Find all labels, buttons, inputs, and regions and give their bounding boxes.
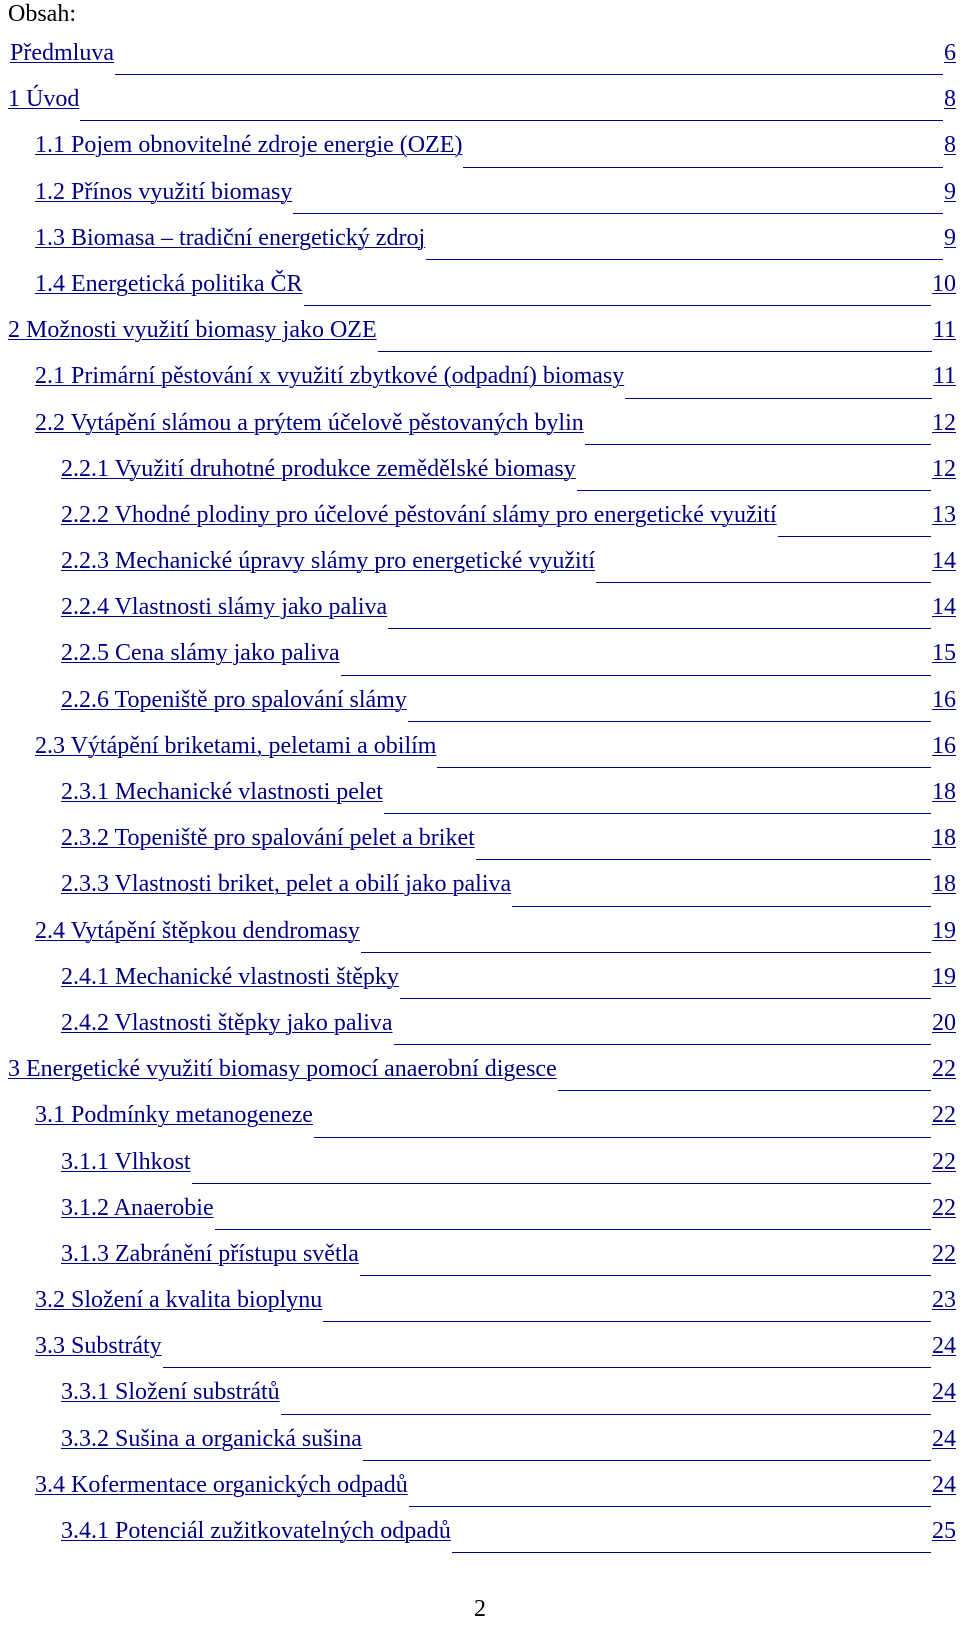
- toc-entry-page: 8: [944, 86, 956, 113]
- toc-entry-title: 2.1 Primární pěstování x využití zbytkové (odpadní) biomasy: [35, 363, 625, 390]
- toc-entry-title: 2.3 Výtápění briketami, peletami a obilím: [35, 732, 437, 759]
- toc-entry-title: 3.4 Kofermentace organických odpadů: [35, 1471, 408, 1498]
- toc-dot-leader: [394, 1043, 931, 1045]
- toc-entry-title: 1.3 Biomasa – tradiční energetický zdroj: [35, 224, 426, 251]
- toc-entry-page: 22: [932, 1194, 956, 1221]
- toc-dot-leader: [163, 1366, 931, 1368]
- toc-entry-title: 3.3 Substráty: [35, 1333, 162, 1360]
- toc-entry[interactable]: [0, 1378, 960, 1424]
- toc-entry-title: 3 Energetické využití biomasy pomocí anaerobní digesce: [8, 1056, 557, 1083]
- toc-entry-title: 2.2 Vytápění slámou a prýtem účelově pěstovaných bylin: [35, 409, 584, 436]
- toc-entry-title: 3.1.3 Zabránění přístupu světla: [61, 1240, 359, 1267]
- toc-entry-page: 24: [932, 1425, 956, 1452]
- toc-entry-page: 18: [932, 871, 956, 898]
- toc-entry-title: 2.4.1 Mechanické vlastnosti štěpky: [61, 963, 399, 990]
- toc-entry-page: 9: [944, 178, 956, 205]
- toc-entry-title: 3.4.1 Potenciál zužitkovatelných odpadů: [61, 1518, 451, 1544]
- toc-entry-title: 2.2.1 Využití druhotné produkce zemědělské biomasy: [61, 455, 576, 482]
- toc-entry-page: 24: [932, 1379, 956, 1406]
- table-of-contents: [0, 39, 960, 1563]
- toc-entry-title: 3.1.2 Anaerobie: [61, 1194, 214, 1221]
- toc-dot-leader: [426, 258, 943, 260]
- toc-entry-page: 15: [932, 640, 956, 667]
- toc-dot-leader: [625, 397, 932, 399]
- toc-entry-title: 1 Úvod: [8, 86, 80, 113]
- toc-entry-page: 8: [944, 132, 956, 159]
- toc-entry-page: 22: [932, 1148, 956, 1175]
- toc-entry[interactable]: [0, 316, 960, 362]
- toc-entry[interactable]: [0, 1517, 960, 1563]
- toc-dot-leader: [323, 1320, 931, 1322]
- toc-dot-leader: [384, 812, 931, 814]
- toc-entry-page: 12: [932, 455, 956, 482]
- toc-dot-leader: [80, 119, 943, 121]
- toc-entry-page: 18: [932, 825, 956, 852]
- toc-entry[interactable]: [0, 85, 960, 131]
- toc-entry-title: 2.3.3 Vlastnosti briket, pelet a obilí jako paliva: [61, 871, 512, 898]
- toc-entry-page: 18: [932, 779, 956, 805]
- toc-dot-leader: [437, 766, 931, 768]
- toc-entry[interactable]: [0, 1194, 960, 1240]
- toc-dot-leader: [215, 1228, 931, 1230]
- toc-entry[interactable]: [0, 1471, 960, 1517]
- toc-entry-title: 1.4 Energetická politika ČR: [35, 270, 303, 297]
- toc-dot-leader: [476, 858, 931, 860]
- toc-dot-leader: [192, 1182, 931, 1184]
- toc-entry[interactable]: [0, 1148, 960, 1194]
- toc-entry-page: 24: [932, 1471, 956, 1498]
- toc-dot-leader: [452, 1551, 931, 1553]
- toc-entry[interactable]: [0, 131, 960, 177]
- toc-entry-page: 14: [932, 594, 956, 621]
- toc-dot-leader: [388, 627, 931, 629]
- toc-entry-title: 1.2 Přínos využití biomasy: [35, 178, 293, 205]
- toc-dot-leader: [558, 1089, 931, 1091]
- toc-entry[interactable]: [0, 732, 960, 778]
- toc-entry[interactable]: [0, 455, 960, 501]
- toc-entry-page: 22: [932, 1056, 956, 1083]
- toc-entry[interactable]: [0, 547, 960, 593]
- toc-entry-title: 3.1 Podmínky metanogeneze: [35, 1102, 313, 1129]
- toc-dot-leader: [378, 350, 932, 352]
- toc-entry[interactable]: [0, 593, 960, 639]
- toc-dot-leader: [281, 1413, 931, 1415]
- toc-entry[interactable]: [0, 686, 960, 732]
- toc-entry-title: 3.1.1 Vlhkost: [61, 1148, 191, 1175]
- toc-dot-leader: [400, 997, 931, 999]
- toc-entry-page: 12: [932, 409, 956, 436]
- toc-dot-leader: [577, 489, 931, 491]
- toc-entry[interactable]: [0, 1101, 960, 1147]
- toc-entry-title: 2.2.3 Mechanické úpravy slámy pro energetické využití: [61, 548, 596, 575]
- toc-entry-title: 2.2.4 Vlastnosti slámy jako paliva: [61, 594, 388, 621]
- toc-entry[interactable]: [0, 870, 960, 916]
- toc-entry-title: 2.3.2 Topeniště pro spalování pelet a briket: [61, 825, 475, 852]
- toc-entry-page: 23: [932, 1287, 956, 1314]
- toc-entry-title: 2.2.5 Cena slámy jako paliva: [61, 640, 340, 667]
- toc-entry-page: 10: [932, 270, 956, 297]
- toc-entry-title: 2.4 Vytápění štěpkou dendromasy: [35, 917, 360, 944]
- toc-entry-page: 6: [944, 40, 956, 66]
- toc-entry-page: 25: [932, 1518, 956, 1544]
- toc-entry-title: 3.2 Složení a kvalita bioplynu: [35, 1287, 323, 1314]
- toc-entry-page: 19: [932, 963, 956, 990]
- toc-entry[interactable]: [0, 778, 960, 824]
- toc-entry-page: 19: [932, 917, 956, 944]
- toc-entry-title: 1.1 Pojem obnovitelné zdroje energie (OZE): [35, 132, 463, 159]
- toc-entry-page: 22: [932, 1102, 956, 1129]
- toc-entry-page: 14: [932, 548, 956, 575]
- toc-entry[interactable]: [0, 1286, 960, 1332]
- toc-entry-title: 2.2.2 Vhodné plodiny pro účelové pěstování slámy pro energetické využití: [61, 501, 777, 528]
- toc-dot-leader: [314, 1136, 931, 1138]
- toc-dot-leader: [512, 905, 931, 907]
- toc-entry-title: Předmluva: [10, 40, 114, 66]
- toc-dot-leader: [585, 443, 931, 445]
- toc-entry-page: 16: [932, 732, 956, 759]
- toc-entry[interactable]: [0, 224, 960, 270]
- toc-entry[interactable]: [0, 824, 960, 870]
- toc-entry-title: 2.4.2 Vlastnosti štěpky jako paliva: [61, 1009, 393, 1036]
- toc-entry[interactable]: [0, 39, 960, 85]
- toc-entry-page: 20: [932, 1009, 956, 1036]
- toc-dot-leader: [360, 1274, 931, 1276]
- toc-dot-leader: [363, 1459, 931, 1461]
- toc-entry-page: 24: [932, 1333, 956, 1360]
- toc-dot-leader: [115, 73, 943, 75]
- toc-entry[interactable]: [0, 963, 960, 1009]
- toc-entry-title: 2 Možnosti využití biomasy jako OZE: [8, 317, 377, 344]
- toc-entry-page: 9: [944, 224, 956, 251]
- toc-entry[interactable]: [0, 917, 960, 963]
- toc-entry[interactable]: [0, 1240, 960, 1286]
- toc-heading: Obsah:: [8, 1, 76, 27]
- toc-dot-leader: [596, 581, 931, 583]
- toc-entry-title: 2.3.1 Mechanické vlastnosti pelet: [61, 779, 383, 805]
- toc-dot-leader: [409, 1505, 931, 1507]
- toc-entry-title: 3.3.1 Složení substrátů: [61, 1379, 280, 1406]
- toc-entry[interactable]: [0, 409, 960, 455]
- toc-dot-leader: [304, 304, 931, 306]
- toc-entry-page: 11: [932, 363, 956, 390]
- toc-entry[interactable]: [0, 1055, 960, 1101]
- toc-entry[interactable]: [0, 1009, 960, 1055]
- toc-dot-leader: [408, 720, 931, 722]
- toc-entry-title: 3.3.2 Sušina a organická sušina: [61, 1425, 362, 1452]
- toc-dot-leader: [341, 674, 931, 676]
- toc-entry[interactable]: [0, 639, 960, 685]
- toc-dot-leader: [293, 212, 943, 214]
- page-number: 2: [474, 1596, 486, 1622]
- toc-entry[interactable]: [0, 178, 960, 224]
- toc-entry-title: 2.2.6 Topeniště pro spalování slámy: [61, 686, 407, 713]
- toc-entry[interactable]: [0, 1332, 960, 1378]
- toc-entry-page: 16: [932, 686, 956, 713]
- toc-entry[interactable]: [0, 362, 960, 408]
- toc-entry-page: 13: [932, 501, 956, 528]
- toc-dot-leader: [778, 535, 931, 537]
- toc-dot-leader: [361, 951, 931, 953]
- toc-entry-page: 22: [932, 1240, 956, 1267]
- toc-entry[interactable]: [0, 501, 960, 547]
- toc-entry-page: 11: [932, 317, 956, 344]
- toc-entry[interactable]: [0, 1425, 960, 1471]
- toc-dot-leader: [463, 166, 943, 168]
- toc-entry[interactable]: [0, 270, 960, 316]
